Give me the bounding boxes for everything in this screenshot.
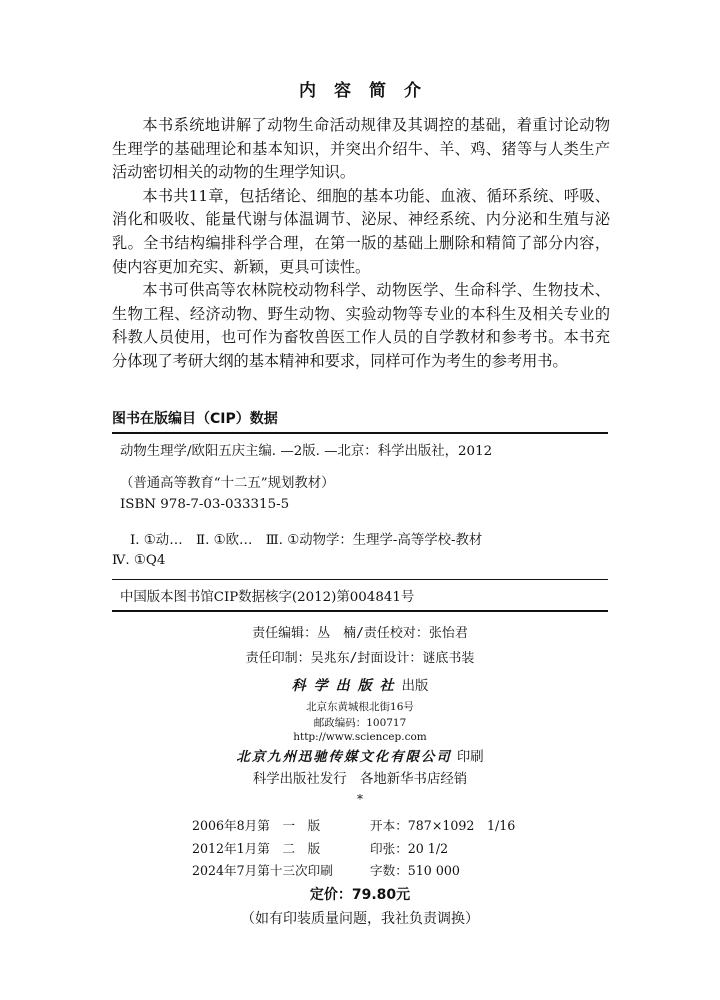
staff-credits: 责任编辑：丛 楠/责任校对：张怡君 [252, 626, 468, 641]
intro-body [112, 114, 610, 374]
quality-notice: （如有印装质量问题，我社负责调换） [241, 911, 479, 927]
edition-date: 2024年7月第十三次印刷 [192, 863, 333, 878]
intro-title: 内容简介 [299, 81, 439, 101]
separator-star: * [357, 792, 363, 806]
price: 定价：79.80元 [309, 887, 411, 903]
divider [112, 610, 608, 612]
edition-date: 2006年8月第 一 版 [192, 818, 321, 833]
cip-heading: 图书在版编目（CIP）数据 [112, 411, 278, 427]
cip-isbn: ISBN 978-7-03-033315-5 [120, 497, 290, 512]
publisher-name: 科学出版社 [291, 678, 402, 694]
printer-suffix: 印刷 [456, 750, 484, 765]
publisher-line [0, 675, 720, 695]
divider [112, 579, 608, 580]
publisher-website: http://www.sciencep.com [293, 731, 427, 743]
divider [112, 432, 608, 434]
printer-name: 北京九州迅驰传媒文化有限公司 [236, 750, 452, 765]
cip-record: 动物生理学/欧阳五庆主编. —2版. —北京：科学出版社，2012 [120, 444, 493, 459]
cip-classification: Ⅳ. ①Q4 [112, 553, 166, 568]
staff-credits: 责任印制：吴兆东/封面设计：谜底书装 [245, 651, 475, 666]
intro-paragraph: 本书共11章，包括绪论、细胞的基本功能、血液、循环系统、呼吸、消化和吸收、能量代谢与体温调节、泌尿、神经系统、内分泌和生殖与泌乳。全书结构编排科学合理，在第一版的基础上删除和精简了部分内容，使内容更加充实、新颖，更具可读性。 [112, 186, 610, 276]
publisher-postcode: 邮政编码：100717 [313, 717, 407, 729]
printer-line [0, 746, 720, 765]
distribution-line: 科学出版社发行 各地新华书店经销 [252, 772, 468, 787]
intro-paragraph: 本书系统地讲解了动物生命活动规律及其调控的基础，着重讨论动物生理学的基础理论和基本知识，并突出介绍牛、羊、鸡、猪等与人类生产活动密切相关的动物的生理学知识。 [112, 116, 610, 182]
cip-classification: Ⅰ. ①动… Ⅱ. ①欧… Ⅲ. ①动物学：生理学-高等学校-教材 [130, 533, 483, 548]
cip-archive-number: 中国版本图书馆CIP数据核字(2012)第004841号 [120, 590, 415, 605]
publisher-suffix: 出版 [401, 679, 429, 694]
edition-spec: 开本：787×1092 1/16 [370, 818, 516, 833]
cip-series: （普通高等教育“十二五”规划教材） [120, 476, 335, 491]
intro-paragraph: 本书可供高等农林院校动物科学、动物医学、生命科学、生物技术、生物工程、经济动物、野生动物、实验动物等专业的本科生及相关专业的科教人员使用，也可作为畜牧兽医工作人员的自学教材和参考书。本书充分体现了考研大纲的基本精神和要求，同样可作为考生的参考用书。 [112, 281, 610, 370]
edition-date: 2012年1月第 二 版 [192, 841, 321, 856]
edition-spec: 字数：510 000 [370, 863, 460, 878]
publisher-address: 北京东黄城根北街16号 [306, 701, 414, 713]
edition-spec: 印张：20 1/2 [370, 841, 449, 856]
